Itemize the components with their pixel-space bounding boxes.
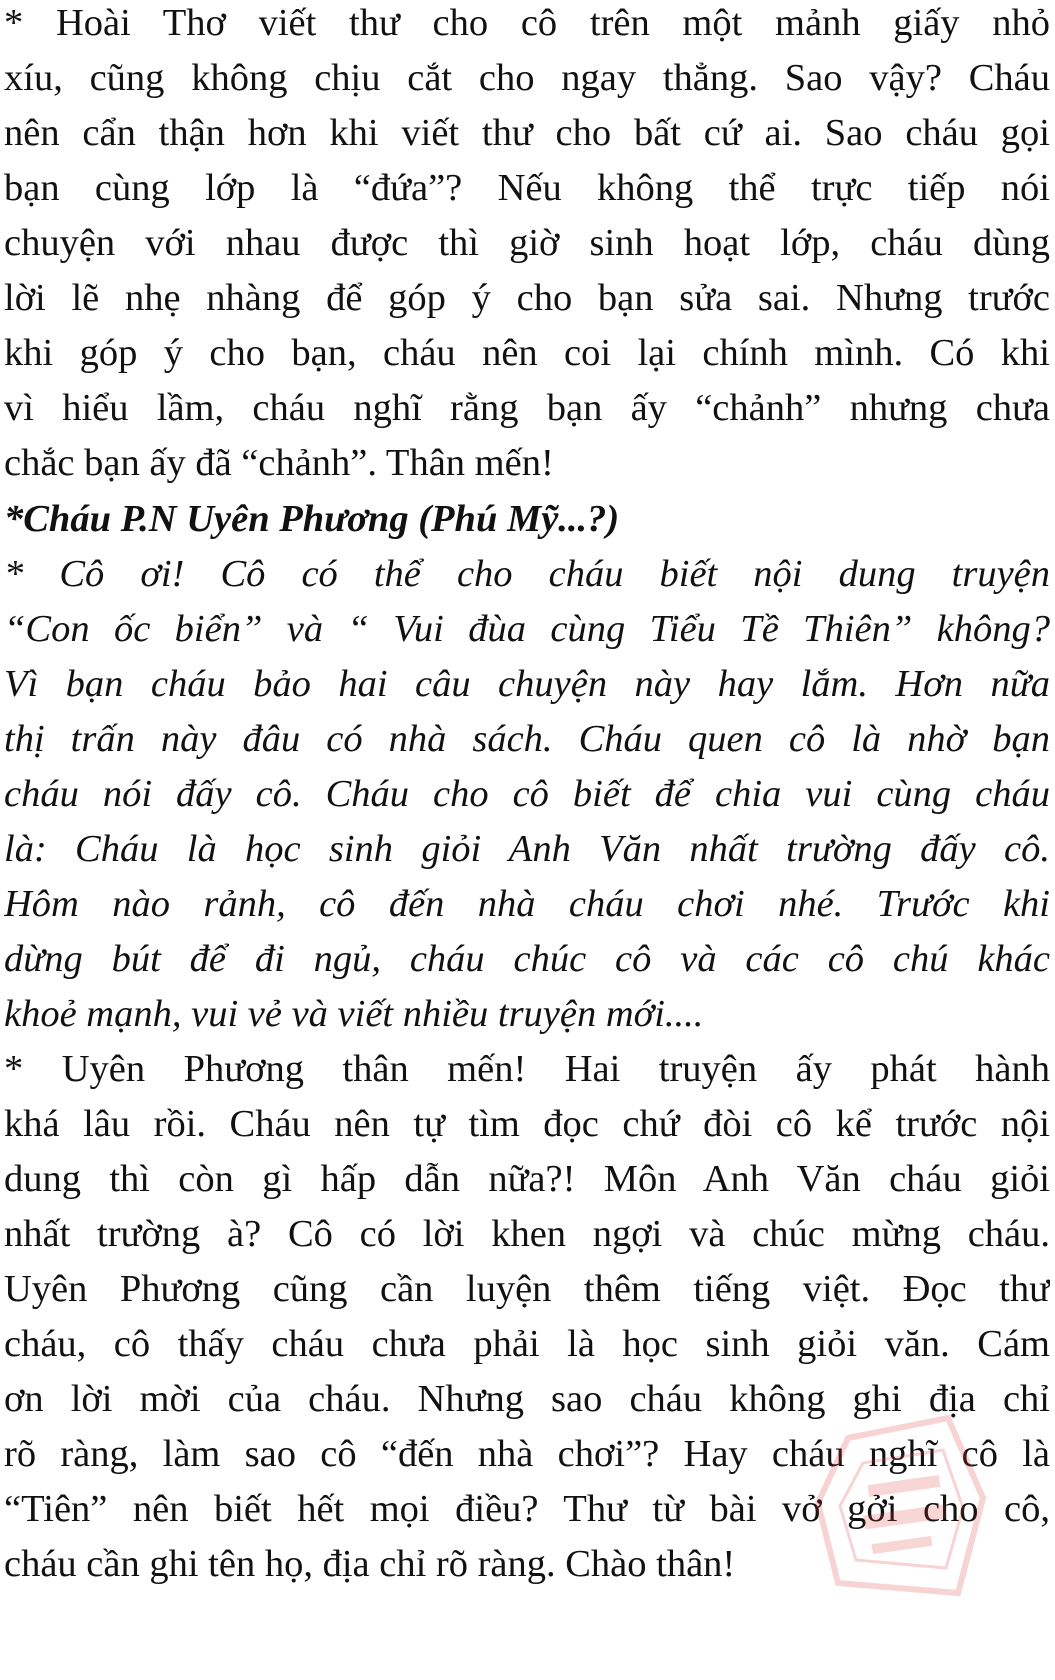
letter-line: Vì bạn cháu bảo hai câu chuyện này hay lắm. Hơn nữa: [4, 663, 1050, 705]
text-line: dung thì còn gì hấp dẫn nữa?! Môn Anh Văn cháu giỏi: [4, 1158, 1050, 1200]
text-line: bạn cùng lớp là “đứa”? Nếu không thể trực tiếp nói: [4, 167, 1050, 209]
text-line: khá lâu rồi. Cháu nên tự tìm đọc chứ đòi cô kể trước nội: [4, 1103, 1050, 1145]
text-line: * Uyên Phương thân mến! Hai truyện ấy phát hành: [4, 1048, 1050, 1090]
text-line: Uyên Phương cũng cần luyện thêm tiếng việt. Đọc thư: [4, 1268, 1050, 1310]
text-line: ơn lời mời của cháu. Nhưng sao cháu không ghi địa chỉ: [4, 1378, 1050, 1420]
letter-line: dừng bút để đi ngủ, cháu chúc cô và các cô chú khác: [4, 938, 1050, 980]
letter-line: cháu nói đấy cô. Cháu cho cô biết để chia vui cùng cháu: [4, 773, 1050, 815]
text-line: cháu cần ghi tên họ, địa chỉ rõ ràng. Chào thân!: [4, 1543, 736, 1585]
text-line: xíu, cũng không chịu cắt cho ngay thẳng. Sao vậy? Cháu: [4, 57, 1050, 99]
letter-line: Hôm nào rảnh, cô đến nhà cháu chơi nhé. Trước khi: [4, 883, 1050, 925]
letter-line: “Con ốc biển” và “ Vui đùa cùng Tiểu Tề Thiên” không?: [4, 608, 1050, 650]
text-line: cháu, cô thấy cháu chưa phải là học sinh giỏi văn. Cám: [4, 1323, 1050, 1365]
text-line: “Tiên” nên biết hết mọi điều? Thư từ bài vở gởi cho cô,: [4, 1488, 1050, 1530]
letter-line: thị trấn này đâu có nhà sách. Cháu quen cô là nhờ bạn: [4, 718, 1050, 760]
letter-line: * Cô ơi! Cô có thể cho cháu biết nội dung truyện: [4, 553, 1050, 595]
letter-line: là: Cháu là học sinh giỏi Anh Văn nhất trường đấy cô.: [4, 828, 1050, 870]
text-line: chắc bạn ấy đã “chảnh”. Thân mến!: [4, 442, 554, 484]
text-line: nên cẩn thận hơn khi viết thư cho bất cứ ai. Sao cháu gọi: [4, 112, 1050, 154]
letter-heading: *Cháu P.N Uyên Phương (Phú Mỹ...?): [4, 498, 620, 540]
text-line: lời lẽ nhẹ nhàng để góp ý cho bạn sửa sai. Nhưng trước: [4, 277, 1050, 319]
text-line: khi góp ý cho bạn, cháu nên coi lại chính mình. Có khi: [4, 332, 1050, 374]
publisher-stamp-icon: [808, 1408, 998, 1608]
text-line: nhất trường à? Cô có lời khen ngợi và chúc mừng cháu.: [4, 1213, 1050, 1255]
text-line: * Hoài Thơ viết thư cho cô trên một mảnh giấy nhỏ: [4, 2, 1050, 44]
text-line: rõ ràng, làm sao cô “đến nhà chơi”? Hay cháu nghĩ cô là: [4, 1433, 1050, 1475]
letter-line: khoẻ mạnh, vui vẻ và viết nhiều truyện mới....: [4, 993, 704, 1035]
text-line: vì hiểu lầm, cháu nghĩ rằng bạn ấy “chảnh” nhưng chưa: [4, 387, 1050, 429]
text-line: chuyện với nhau được thì giờ sinh hoạt lớp, cháu dùng: [4, 222, 1050, 264]
